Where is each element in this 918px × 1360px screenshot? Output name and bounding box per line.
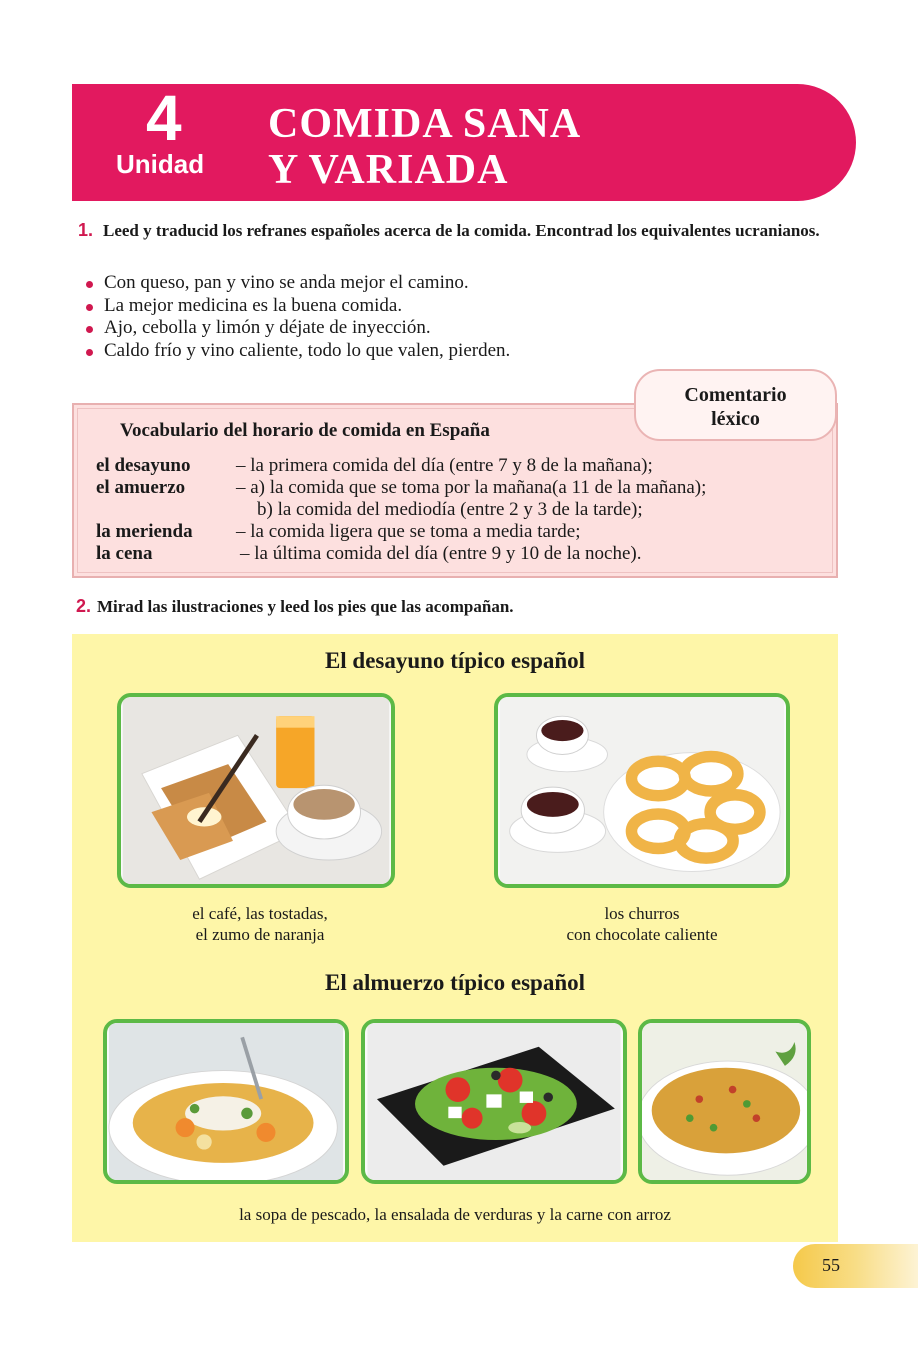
- vocab-definition: – la primera comida del día (entre 7 y 8 de la mañana);: [236, 455, 653, 476]
- exercise-instruction: Mirad las ilustraciones y leed los pies que las acompañan.: [97, 597, 514, 616]
- lunch-heading: El almuerzo típico español: [324, 970, 586, 995]
- caption-line: el zumo de naranja: [195, 925, 325, 944]
- rice-image: [642, 1023, 807, 1180]
- vocab-term: la cena: [96, 543, 153, 564]
- proverb-text: La mejor medicina es la buena comida.: [104, 294, 403, 316]
- exercise-number: 2.: [76, 596, 92, 616]
- proverb-text: Ajo, cebolla y limón y déjate de inyección.: [104, 317, 431, 338]
- caption-line: el café, las tostadas,: [192, 904, 328, 923]
- breakfast-caption-1: [117, 903, 403, 945]
- exercise-2: [76, 596, 514, 617]
- list-item: [86, 272, 510, 295]
- vocab-definition: – la última comida del día (entre 9 y 10 de la noche).: [240, 543, 642, 564]
- vocab-row: [96, 543, 152, 565]
- breakfast-heading: El desayuno típico español: [324, 648, 586, 673]
- fish-soup-image: [107, 1023, 345, 1180]
- churros-image: [498, 697, 786, 884]
- vocab-row: [96, 521, 193, 543]
- vocab-term: el desayuno: [96, 455, 191, 476]
- fish-soup-photo: [103, 1019, 349, 1184]
- vocab-term: el amuerzo: [96, 477, 186, 498]
- list-item: [86, 295, 510, 318]
- breakfast-caption-2: [494, 903, 790, 945]
- vocab-definition: b) la comida del mediodía (entre 2 y 3 de la tarde);: [257, 499, 643, 520]
- vocab-definition: – a) la comida que se toma por la mañana(a 11 de la mañana);: [236, 477, 707, 498]
- lunch-caption: la sopa de pescado, la ensalada de verduras y la carne con arroz: [239, 1205, 671, 1224]
- vocab-row: [96, 477, 185, 499]
- list-item: [86, 317, 510, 340]
- list-item: [86, 340, 510, 363]
- title-line-2: Y VARIADA: [268, 147, 509, 193]
- vocabulary-heading: Vocabulario del horario de comida en España: [120, 420, 490, 441]
- coffee-toast-photo: [117, 693, 395, 888]
- coffee-toast-image: [121, 697, 391, 884]
- proverb-list: [86, 272, 510, 362]
- bullet-icon: [86, 281, 93, 288]
- exercise-1: [78, 221, 848, 240]
- comment-tab: [634, 369, 837, 441]
- vocab-row: [96, 455, 191, 477]
- page-number: 55: [822, 1255, 840, 1275]
- caption-line: los churros: [604, 904, 680, 923]
- proverb-text: Con queso, pan y vino se anda mejor el camino.: [104, 272, 469, 293]
- vocab-definition: – la comida ligera que se toma a media tarde;: [236, 521, 581, 542]
- page-number-tab: [793, 1244, 918, 1288]
- exercise-instruction: Leed y traducid los refranes españoles acerca de la comida. Encontrad los equivalentes ucranianos.: [103, 221, 820, 240]
- bullet-icon: [86, 326, 93, 333]
- bullet-icon: [86, 304, 93, 311]
- churros-photo: [494, 693, 790, 888]
- salad-image: [365, 1023, 623, 1180]
- page-title: [268, 101, 581, 193]
- title-line-1: COMIDA SANA: [268, 101, 582, 147]
- proverb-text: Caldo frío y vino caliente, todo lo que valen, pierden.: [104, 339, 511, 361]
- unit-number: 4: [146, 82, 182, 154]
- unit-label: Unidad: [116, 149, 205, 179]
- caption-line: con chocolate caliente: [566, 925, 718, 944]
- salad-photo: [361, 1019, 627, 1184]
- vocab-term: la merienda: [96, 521, 193, 542]
- exercise-number: 1.: [78, 220, 94, 240]
- comment-tab-line-1: Comentario: [684, 384, 787, 406]
- comment-tab-line-2: léxico: [711, 408, 760, 430]
- rice-photo: [638, 1019, 811, 1184]
- bullet-icon: [86, 349, 93, 356]
